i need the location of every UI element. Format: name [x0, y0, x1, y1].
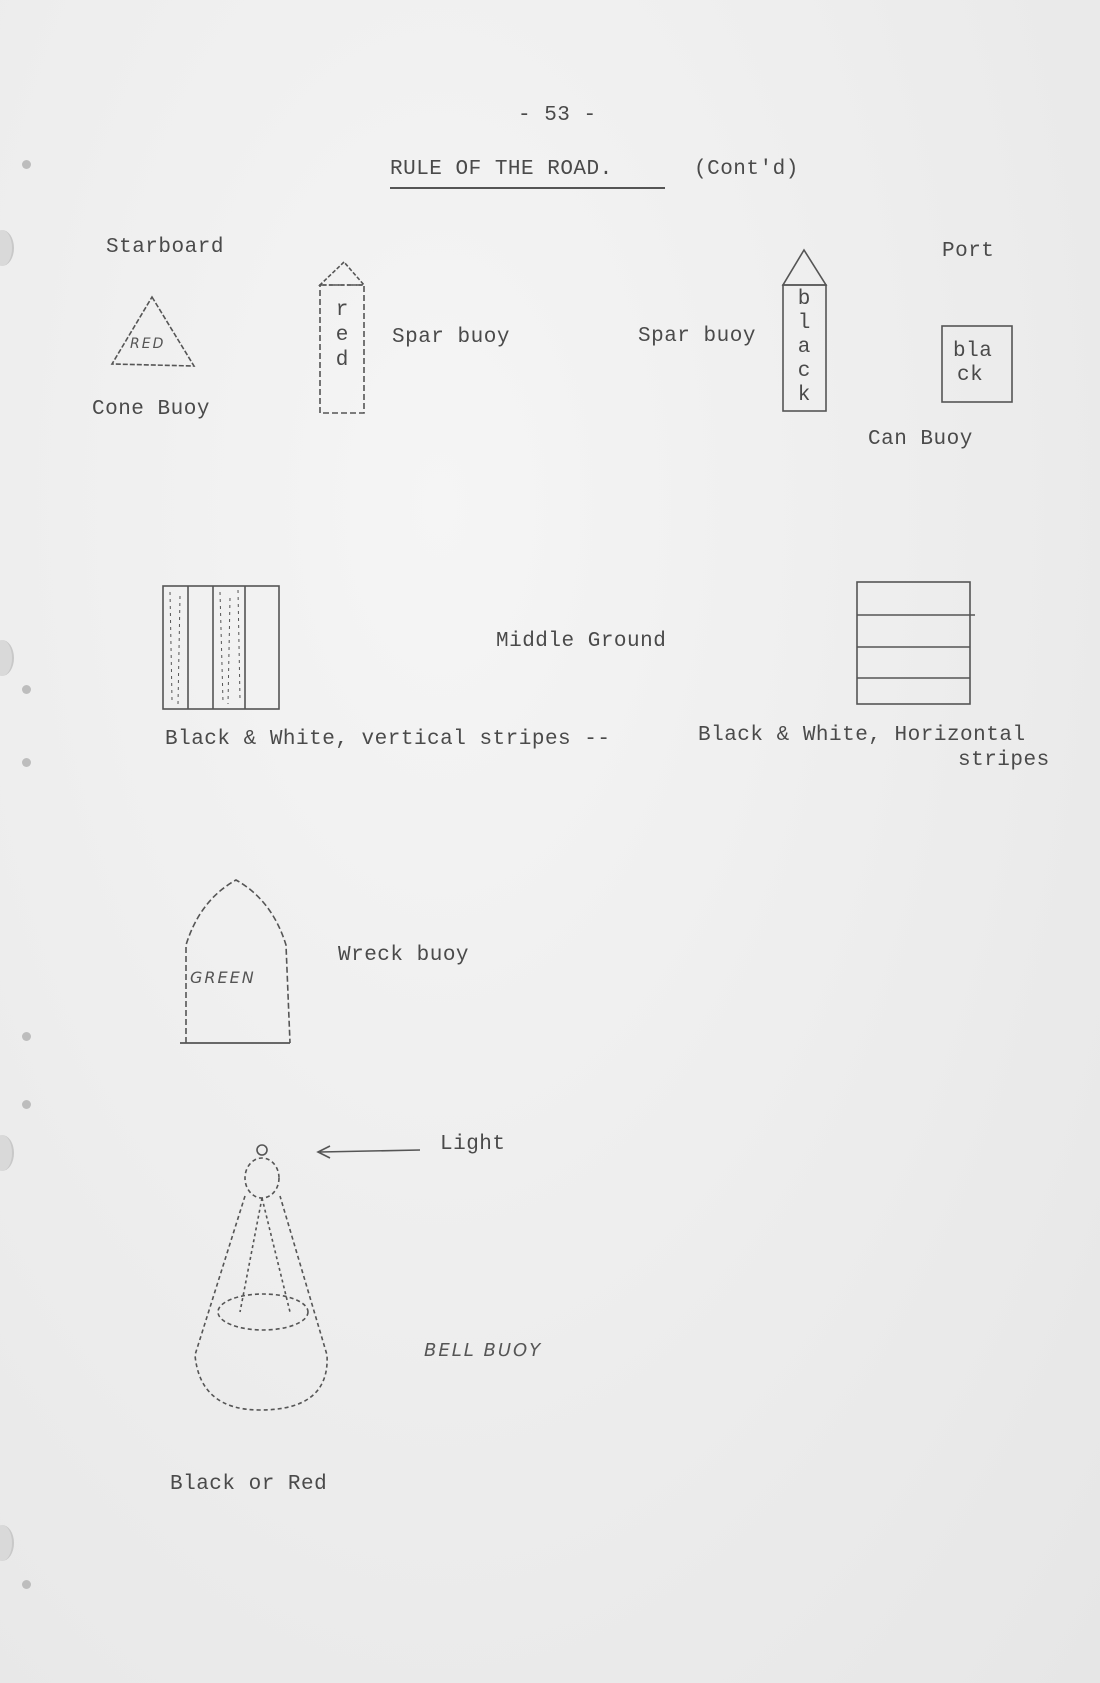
can-buoy-inner-line1: bla — [953, 340, 993, 363]
horizontal-stripes-box — [857, 582, 970, 704]
can-buoy-label: Can Buoy — [868, 428, 973, 451]
black-spar-top — [783, 250, 826, 285]
cone-buoy-label: Cone Buoy — [92, 398, 210, 421]
starboard-heading: Starboard — [106, 236, 224, 259]
black-spar-label: Spar buoy — [638, 325, 756, 348]
light-label: Light — [440, 1133, 506, 1156]
horizontal-stripes-label-line1: Black & White, Horizontal — [698, 724, 1026, 747]
page-title: RULE OF THE ROAD. — [390, 158, 613, 181]
vertical-stripes-label: Black & White, vertical stripes -- — [165, 728, 611, 751]
cone-buoy-inner-text: RED — [130, 336, 166, 352]
vertical-stripes-box — [163, 586, 279, 709]
page-number: - 53 - — [518, 104, 597, 127]
wreck-buoy-inner-text: GREEN — [190, 968, 256, 987]
wreck-buoy-label: Wreck buoy — [338, 944, 470, 967]
can-buoy-inner-line2: ck — [957, 364, 984, 387]
bell-light — [257, 1145, 267, 1155]
cone-buoy-shape — [112, 297, 194, 366]
horizontal-stripes-label-line2: stripes — [958, 749, 1050, 772]
black-spar-letters: b l a c k — [797, 288, 811, 407]
page-title-suffix: (Cont'd) — [694, 158, 799, 181]
bell-buoy-color-label: Black or Red — [170, 1473, 328, 1496]
light-arrow — [320, 1150, 420, 1152]
bell-buoy-shape — [195, 1196, 327, 1410]
red-spar-top — [320, 262, 364, 285]
port-heading: Port — [942, 240, 995, 263]
wreck-buoy-shape — [186, 880, 290, 1043]
middle-ground-label: Middle Ground — [496, 630, 667, 653]
bell-buoy-handwritten-label: BELL BUOY — [424, 1340, 543, 1361]
red-spar-letters: r e d — [335, 299, 349, 372]
red-spar-label: Spar buoy — [392, 326, 510, 349]
